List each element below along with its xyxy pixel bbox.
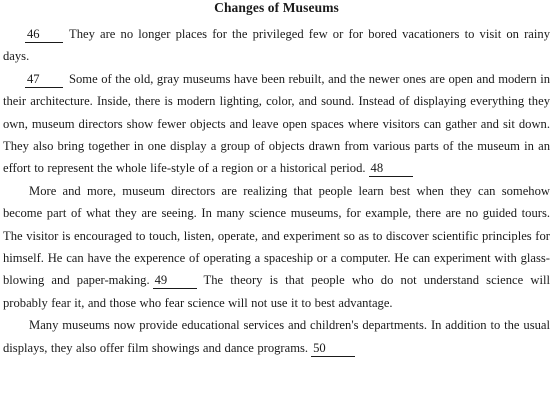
- paragraph-3-text-before: More and more, museum directors are realizing that people learn best when they can somehow become part of what they are seeing. In many science museums, for example, there are no guided tours. The visitor is encouraged to touch, listen, operate, and experiment so as to discover scientific principles for himself. He can have the experence of operating a spaceship or a computer. He can experiment with glass-blowing and paper-making.: [3, 183, 550, 288]
- answer-blank-50: 50: [311, 341, 355, 357]
- paragraph-2: [3, 68, 550, 180]
- paragraph-4: [3, 314, 550, 359]
- paragraph-2-text: Some of the old, gray museums have been rebuilt, and the newer ones are open and modern in their architecture. Inside, there is modern lighting, color, and sound. Instead of displaying everything they own, museum directors show fewer objects and leave open spaces where visitors can gather and sit down. They also bring together in one display a group of objects drawn from various parts of the museum in an effort to represent the whole life-style of a region or a historical period.: [3, 71, 550, 176]
- answer-blank-48: 48: [369, 161, 413, 177]
- paragraph-3: [3, 180, 550, 314]
- paragraph-1: [3, 23, 550, 68]
- answer-blank-49: 49: [153, 273, 197, 289]
- passage-title: Changes of Museums: [214, 0, 339, 15]
- paragraph-3-text-after: The theory is that people who do not understand science will probably fear it, and those who fear science will not use it to best advantage.: [3, 273, 550, 310]
- paragraph-1-text: They are no longer places for the privileged few or for bored vacationers to visit on rainy days.: [3, 27, 550, 64]
- answer-blank-47: 47: [25, 72, 63, 88]
- paragraph-4-text: Many museums now provide educational services and children's departments. In addition to the usual displays, they also offer film showings and dance programs.: [3, 318, 550, 355]
- answer-blank-46: 46: [25, 27, 63, 43]
